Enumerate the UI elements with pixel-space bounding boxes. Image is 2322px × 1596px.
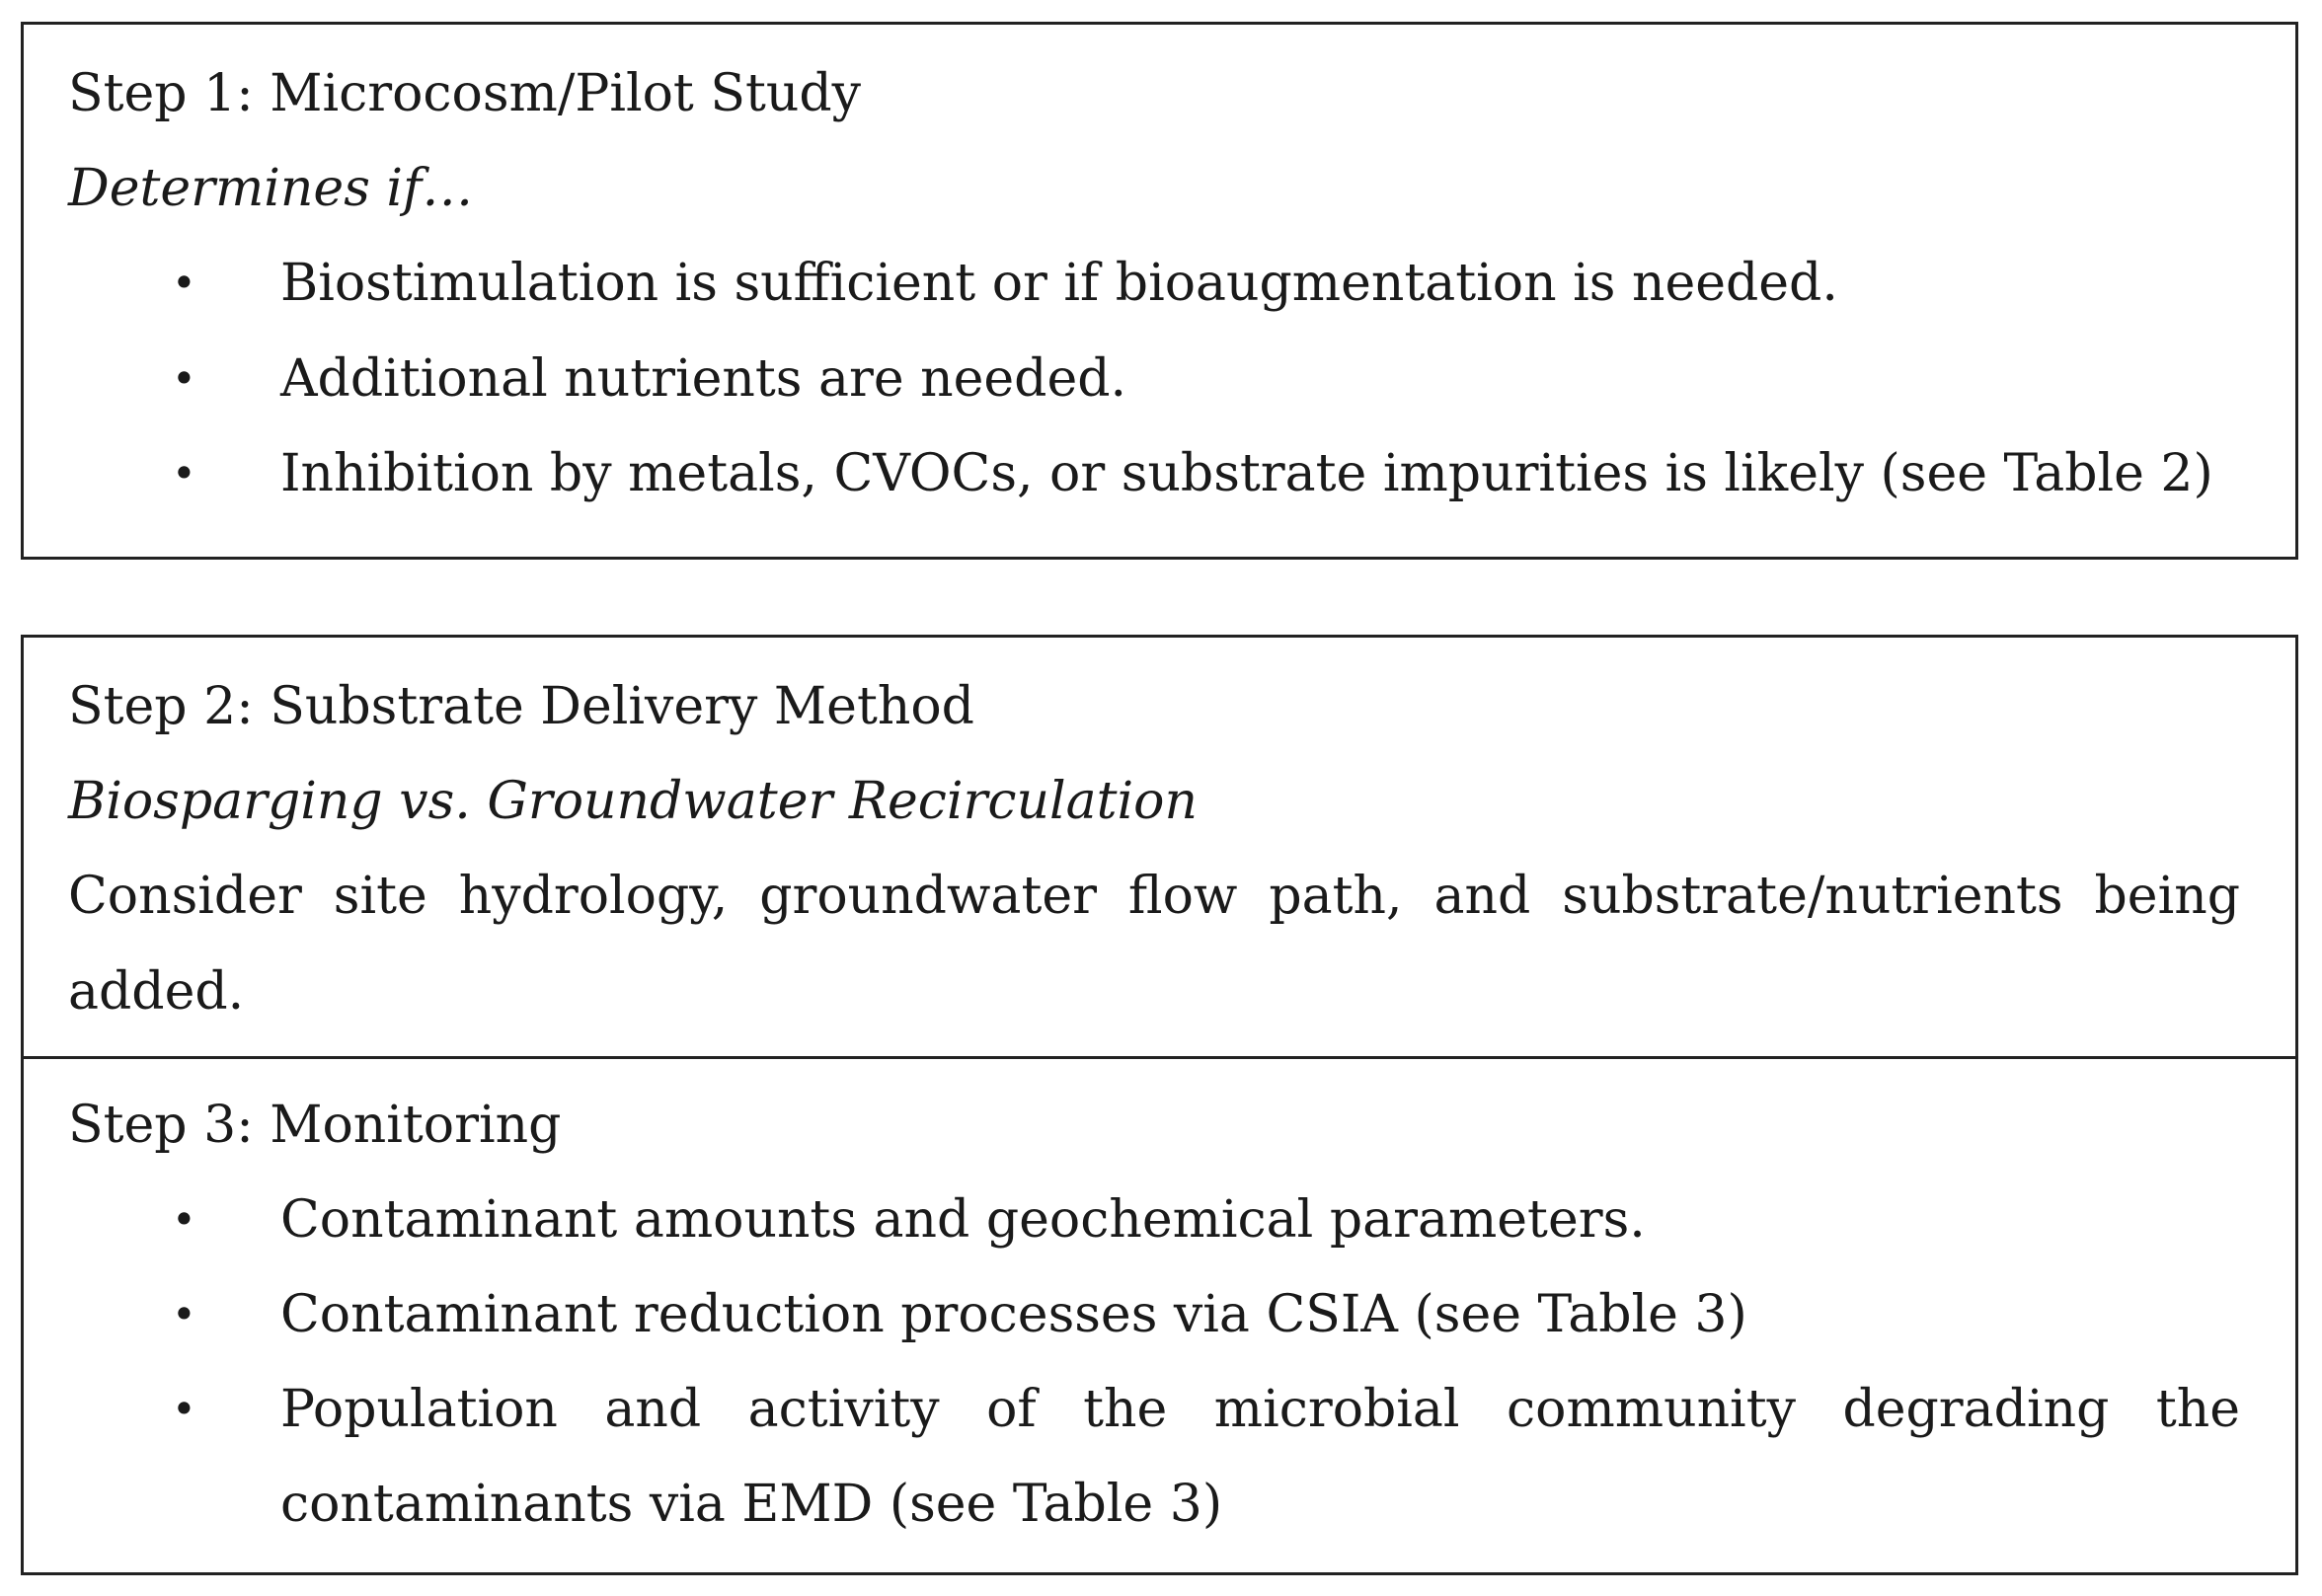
bullet-icon: • — [172, 1195, 196, 1244]
step2-step3-box — [21, 635, 2298, 1575]
bullet-icon: • — [172, 449, 196, 497]
step2-body-line-2: added. — [68, 962, 245, 1022]
bullet-icon: • — [172, 354, 196, 403]
step1-bullet-2: Additional nutrients are needed. — [280, 349, 1127, 409]
step3-bullet-1: Contaminant amounts and geochemical parameters. — [280, 1190, 1646, 1250]
step3-title: Step 3: Monitoring — [68, 1096, 562, 1155]
step3-bullet-3-line-1: Population and activity of the microbial community degrading the — [280, 1380, 2240, 1439]
step2-body-line-1: Consider site hydrology, groundwater flow path, and substrate/nutrients being — [68, 867, 2240, 926]
step3-bullet-3-line-2: contaminants via EMD (see Table 3) — [280, 1475, 1223, 1534]
step1-subtitle: Determines if… — [68, 159, 474, 218]
bullet-icon: • — [172, 1290, 196, 1338]
step1-box — [21, 22, 2298, 560]
step2-subtitle: Biosparging vs. Groundwater Recirculation — [68, 772, 1198, 831]
step1-title: Step 1: Microcosm/Pilot Study — [68, 64, 862, 123]
step2-title: Step 2: Substrate Delivery Method — [68, 677, 974, 736]
step-divider — [24, 1056, 2295, 1059]
bullet-icon: • — [172, 1385, 196, 1433]
step3-bullet-2: Contaminant reduction processes via CSIA (see Table 3) — [280, 1285, 1747, 1344]
step1-bullet-1: Biostimulation is sufficient or if bioaugmentation is needed. — [280, 254, 1838, 313]
step1-bullet-3: Inhibition by metals, CVOCs, or substrate impurities is likely (see Table 2) — [280, 444, 2213, 503]
bullet-icon: • — [172, 259, 196, 307]
